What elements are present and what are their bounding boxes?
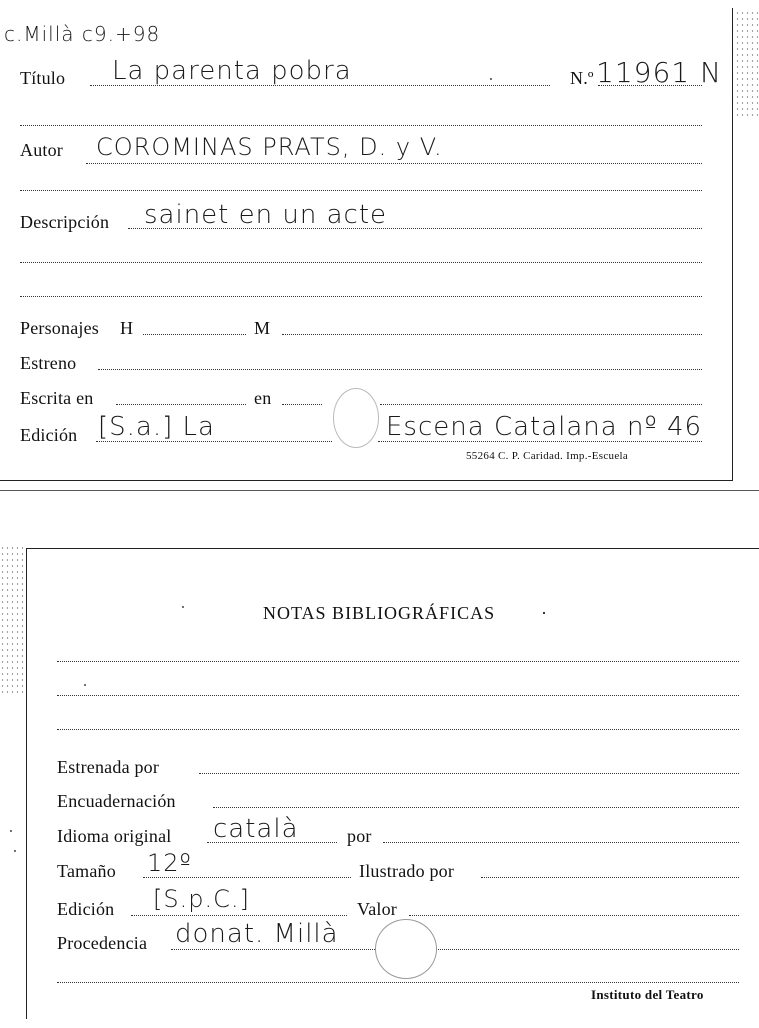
- procedencia-label: Procedencia: [57, 933, 148, 953]
- valor-label: Valor: [357, 899, 397, 919]
- tamano-label: Tamaño: [57, 861, 116, 881]
- personajes-m-label: M: [254, 318, 271, 338]
- scan-noise-left: [0, 545, 26, 695]
- scan-speck: [14, 850, 16, 852]
- personajes-label: Personajes: [20, 318, 99, 338]
- tamano-line: [143, 877, 351, 878]
- idioma-por-line: [383, 842, 739, 843]
- edicion-bottom-label: Edición: [57, 899, 115, 919]
- descripcion-extra-line-1: [20, 262, 702, 263]
- notas-line-3: [57, 729, 739, 730]
- printer-line: 55264 C. P. Caridad. Imp.-Escuela: [466, 450, 629, 462]
- scan-noise-top-right: [730, 10, 759, 120]
- estreno-line: [98, 369, 702, 370]
- ilustrado-line: [481, 877, 739, 878]
- estrenada-label: Estrenada por: [57, 757, 160, 777]
- idioma-label: Idioma original: [57, 826, 172, 846]
- titulo-extra-line: [20, 125, 702, 126]
- archive-note: c.Millà c9.+98: [4, 22, 161, 46]
- autor-value: COROMINAS PRATS, D. y V.: [96, 133, 443, 161]
- descripcion-label: Descripción: [20, 212, 110, 232]
- numero-value: 11961 N: [596, 56, 722, 89]
- card-separator: [0, 490, 759, 491]
- descripcion-value: sainet en un acte: [144, 200, 388, 230]
- procedencia-value: donat. Millà: [175, 919, 339, 949]
- edicion-value-left: [S.a.] La: [98, 412, 215, 442]
- edicion-label: Edición: [20, 425, 78, 445]
- personajes-h-label: H: [120, 318, 134, 338]
- personajes-h-line: [143, 334, 246, 335]
- estrenada-line: [199, 773, 739, 774]
- escrita-line: [116, 404, 246, 405]
- autor-extra-line: [20, 190, 702, 191]
- personajes-m-line: [282, 334, 702, 335]
- edicion-bottom-value: [S.p.C.]: [153, 885, 250, 913]
- scan-speck: [10, 830, 12, 832]
- catalog-card-top: [0, 8, 733, 481]
- numero-label: N.º: [570, 68, 594, 88]
- escrita-label: Escrita en: [20, 388, 94, 408]
- ilustrado-label: Ilustrado por: [359, 861, 455, 881]
- edicion-value-right: Escena Catalana nº 46: [386, 412, 703, 442]
- autor-line: [86, 163, 702, 164]
- scan-speck: [182, 606, 184, 608]
- scan-speck: [490, 78, 492, 80]
- descripcion-extra-line-2: [20, 296, 702, 297]
- catalog-card-bottom: [26, 548, 759, 1019]
- punch-hole-top: [333, 388, 379, 448]
- notas-line-1: [57, 661, 739, 662]
- valor-line: [409, 915, 739, 916]
- tamano-value: 12º: [147, 849, 192, 877]
- notas-heading: NOTAS BIBLIOGRÁFICAS: [263, 603, 496, 623]
- encuadernacion-label: Encuadernación: [57, 791, 176, 811]
- numero-line: [598, 85, 702, 86]
- estreno-label: Estreno: [20, 353, 77, 373]
- escrita-en-line-1: [282, 404, 322, 405]
- titulo-label: Título: [20, 68, 66, 88]
- edicion-bottom-line: [131, 915, 347, 916]
- titulo-value: La parenta pobra: [112, 56, 352, 86]
- notas-line-2: [57, 695, 739, 696]
- escrita-en-label: en: [254, 388, 272, 408]
- procedencia-line: [171, 949, 739, 950]
- bottom-rule: [57, 982, 739, 983]
- escrita-en-line-2: [380, 404, 702, 405]
- encuadernacion-line: [213, 807, 739, 808]
- notas-heading-mark: ·: [541, 603, 548, 623]
- autor-label: Autor: [20, 140, 63, 160]
- scan-speck: [84, 684, 86, 686]
- institution-label: Instituto del Teatro: [591, 987, 704, 1002]
- idioma-value: català: [213, 814, 299, 844]
- idioma-por-label: por: [347, 826, 372, 846]
- punch-hole-bottom: [375, 919, 437, 979]
